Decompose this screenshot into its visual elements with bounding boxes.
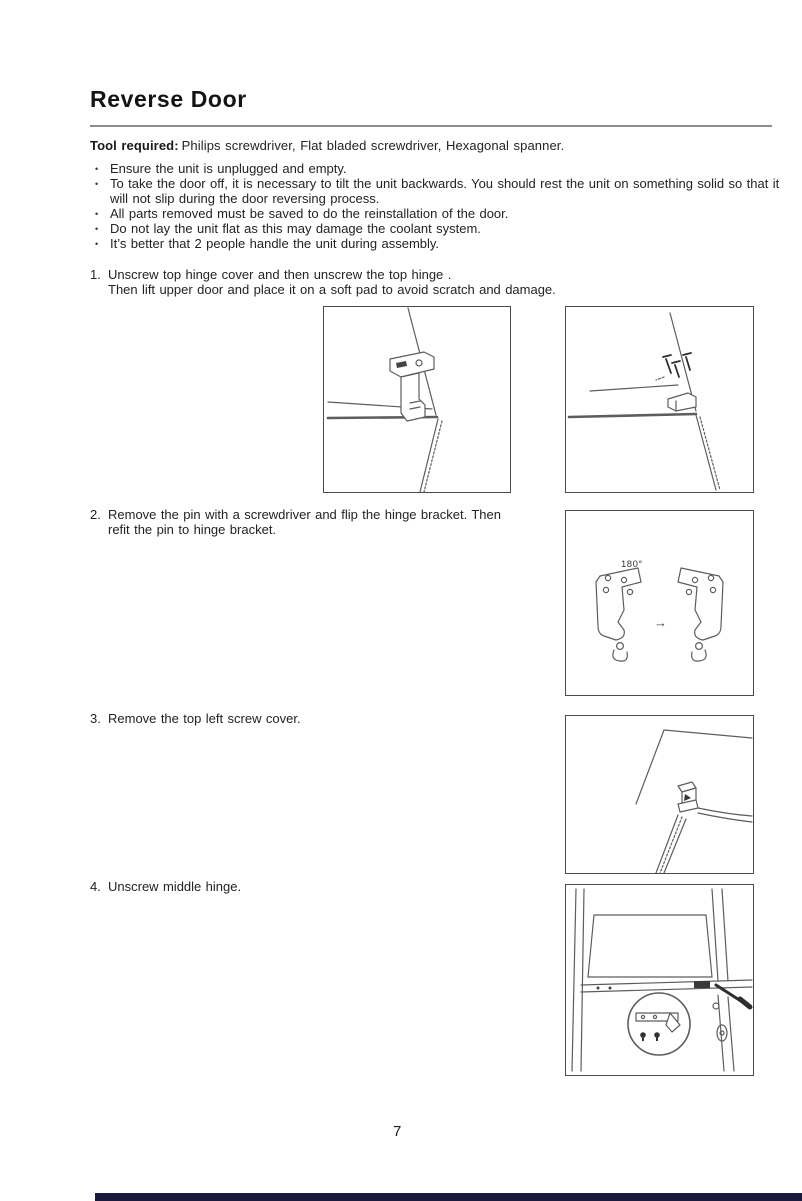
list-item [93, 177, 798, 207]
list-item [93, 162, 798, 177]
tool-required-line [90, 138, 790, 153]
step-number: 1. [90, 267, 101, 282]
step-text: Unscrew middle hinge. [108, 879, 242, 894]
bullet-icon: • [95, 223, 99, 234]
step-text: Remove the pin with a screwdriver and flip the hinge bracket. Then [108, 507, 501, 522]
step-text: Remove the top left screw cover. [108, 711, 301, 726]
figure-top-hinge-cover [323, 306, 511, 493]
step-number: 2. [90, 507, 101, 522]
fig2-illustration [566, 307, 753, 492]
step-number: 3. [90, 711, 101, 726]
step-number: 4. [90, 879, 101, 894]
precaution-text: It’s better that 2 people handle the unit during assembly. [110, 235, 440, 251]
step-text: Then lift upper door and place it on a soft pad to avoid scratch and damage. [108, 282, 556, 297]
bullet-icon: • [95, 238, 99, 249]
precaution-text: To take the door off, it is necessary to tilt the unit backwards. You should rest the unit on something solid so that it will not slip during the door reversing process. [110, 175, 780, 206]
page-number: 7 [393, 1123, 402, 1140]
flip-arrow-icon: → [654, 615, 667, 630]
figure-middle-hinge [565, 884, 754, 1076]
step-text: Unscrew top hinge cover and then unscrew the top hinge . [108, 267, 452, 282]
precaution-list [93, 162, 798, 251]
title-divider [90, 125, 772, 127]
rotation-label: 180° [621, 559, 643, 570]
step-1 [90, 267, 650, 297]
bullet-icon: • [95, 178, 99, 189]
figure-screw-cover [565, 715, 754, 874]
tool-required-text: Philips screwdriver, Flat bladed screwdriver, Hexagonal spanner. [181, 138, 565, 153]
tool-required-label: Tool required: [90, 138, 179, 153]
page-title: Reverse Door [90, 86, 247, 112]
bullet-icon: • [95, 164, 99, 174]
precaution-text: All parts removed must be saved to do the reinstallation of the door. [110, 205, 509, 221]
step-3 [90, 711, 510, 726]
list-item [93, 222, 798, 237]
step-4 [90, 879, 510, 894]
step-text: refit the pin to hinge bracket. [108, 522, 277, 537]
fig1-illustration [324, 307, 510, 492]
figure-hinge-bracket-flip [565, 510, 754, 696]
precaution-text: Ensure the unit is unplugged and empty. [110, 161, 347, 176]
fig5-illustration [566, 885, 753, 1075]
footer-bar [95, 1193, 802, 1201]
figure-top-hinge-screws [565, 306, 754, 493]
list-item [93, 207, 798, 222]
bullet-icon: • [95, 208, 99, 219]
fig3-illustration [566, 511, 753, 695]
fig4-illustration [566, 716, 753, 873]
list-item [93, 237, 798, 252]
step-2 [90, 507, 570, 537]
precaution-text: Do not lay the unit flat as this may damage the coolant system. [110, 220, 481, 236]
